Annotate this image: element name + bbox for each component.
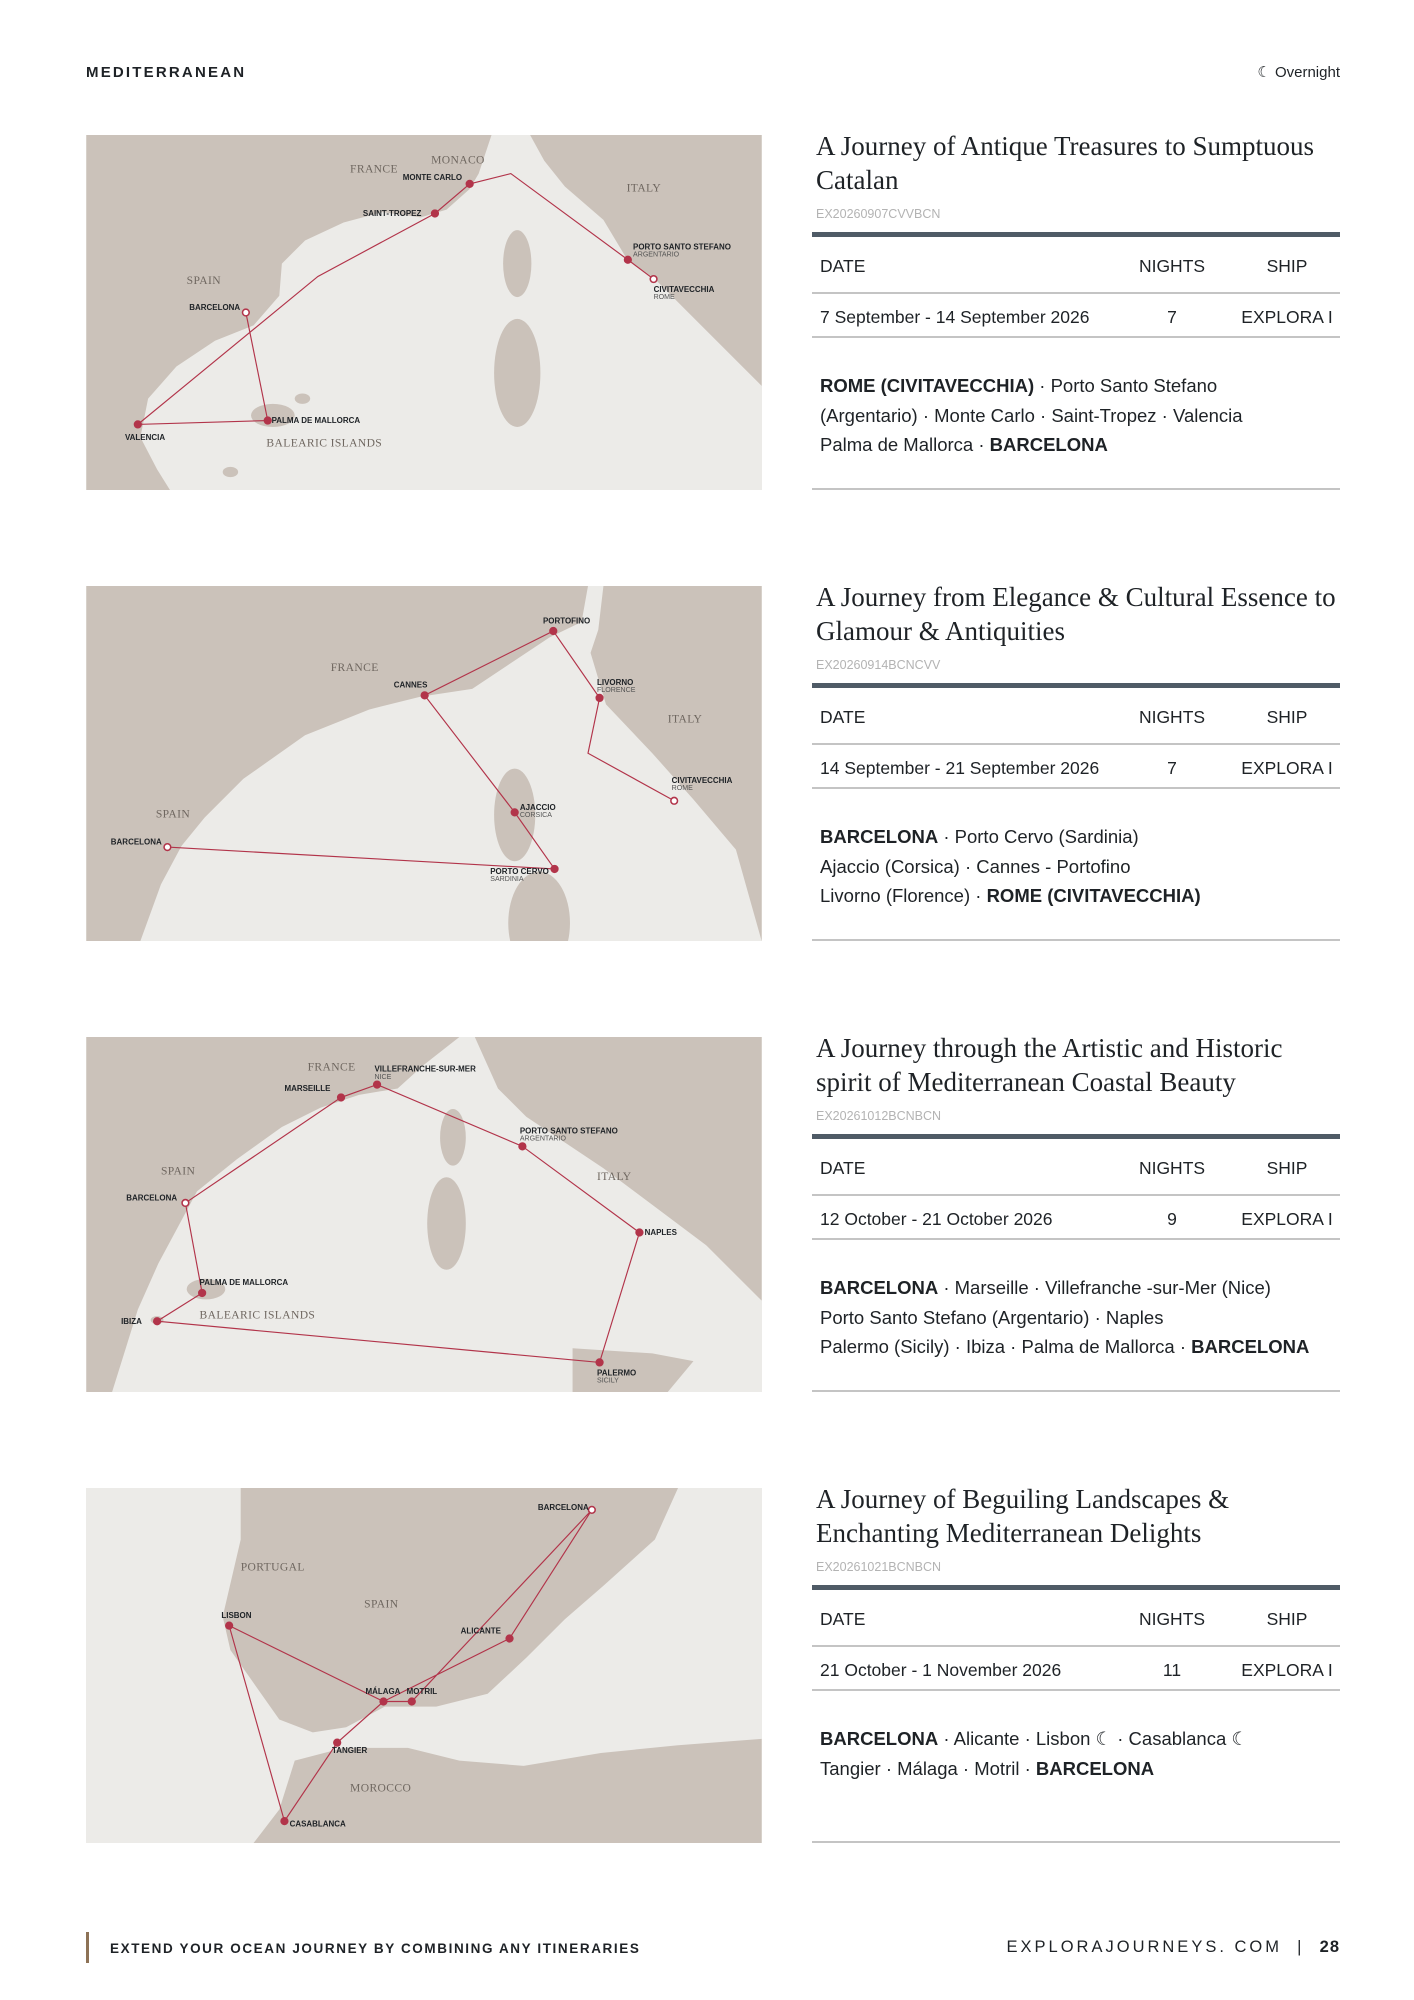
region-label: ITALY	[596, 1169, 632, 1183]
date-header: DATE	[820, 707, 866, 727]
route-map	[86, 135, 762, 490]
region-label: SPAIN	[186, 274, 221, 288]
port-label: PALMA DE MALLORCA	[271, 416, 361, 426]
port-segment: Palermo (Sicily) · Ibiza · Palma de Mallorca ·	[820, 1336, 1192, 1357]
port-list-line	[820, 401, 1340, 431]
region-label: BALEARIC ISLANDS	[266, 436, 383, 450]
port-label: MOTRIL	[406, 1686, 438, 1696]
port-marker	[374, 1081, 381, 1088]
section-heading: MEDITERRANEAN	[86, 64, 247, 81]
sailing-date: 21 October - 1 November 2026	[820, 1660, 1062, 1680]
port-marker	[596, 1359, 603, 1366]
port-sublabel: ARGENTARIO	[519, 1135, 566, 1143]
divider-bar	[812, 1585, 1340, 1590]
route-map-svg	[86, 1037, 762, 1392]
ship-name: EXPLORA I	[1241, 1660, 1333, 1680]
divider	[812, 1194, 1340, 1196]
port-list-line	[820, 371, 1340, 401]
port-list-line	[820, 1273, 1340, 1303]
sailing-date: 12 October - 21 October 2026	[820, 1209, 1053, 1229]
port-marker	[625, 256, 632, 263]
port-sublabel: NICE	[374, 1073, 392, 1081]
sailing-date: 14 September - 21 September 2026	[820, 758, 1100, 778]
embark-port: ROME (CIVITAVECCHIA)	[986, 885, 1201, 906]
region-label: ITALY	[667, 712, 703, 726]
nights-header: NIGHTS	[1138, 1158, 1206, 1178]
itinerary-code: EX20260907CVVBCN	[816, 207, 941, 221]
port-label: CIVITAVECCHIA	[653, 284, 715, 294]
embark-port: BARCELONA	[989, 434, 1108, 455]
port-label: PALMA DE MALLORCA	[199, 1278, 289, 1288]
itinerary-section	[0, 1033, 1414, 1397]
port-label: PORTO SANTO STEFANO	[519, 1126, 618, 1136]
port-list-line	[820, 852, 1340, 882]
region-label: SPAIN	[364, 1597, 399, 1611]
island	[440, 1109, 466, 1166]
footer-tagline: EXTEND YOUR OCEAN JOURNEY BY COMBINING ANY ITINERARIES	[110, 1941, 641, 1956]
port-label: NAPLES	[644, 1228, 677, 1238]
ship-header: SHIP	[1266, 256, 1308, 276]
divider	[812, 1238, 1340, 1240]
port-sublabel: ARGENTARIO	[633, 251, 680, 259]
divider-bar	[812, 1134, 1340, 1139]
port-sublabel: SARDINIA	[490, 876, 524, 884]
port-list-line	[820, 822, 1340, 852]
divider	[812, 292, 1340, 294]
itinerary-details	[812, 582, 1340, 946]
itinerary-code: EX20261021BCNBCN	[816, 1560, 942, 1574]
ship-header: SHIP	[1266, 707, 1308, 727]
port-label: PALERMO	[596, 1368, 637, 1378]
port-label: AJACCIO	[519, 802, 556, 812]
region-label: FRANCE	[307, 1060, 356, 1074]
port-segment: · Marseille · Villefranche -sur-Mer (Nice)	[938, 1277, 1271, 1298]
itinerary-code: EX20261012BCNBCN	[816, 1109, 942, 1123]
region-label: MOROCCO	[350, 1781, 412, 1795]
port-marker	[511, 809, 518, 816]
port-label: BARCELONA	[537, 1502, 589, 1512]
island	[494, 319, 540, 427]
port-label: VALENCIA	[124, 432, 166, 442]
itinerary-details	[812, 1484, 1340, 1848]
ship-name: EXPLORA I	[1241, 307, 1333, 327]
port-list	[820, 371, 1340, 460]
nights-header: NIGHTS	[1138, 256, 1206, 276]
website-link[interactable]: EXPLORAJOURNEYS. COM	[1006, 1938, 1282, 1956]
divider	[812, 939, 1340, 941]
footer-separator: |	[1297, 1938, 1305, 1956]
region-label: FRANCE	[350, 162, 398, 176]
itinerary-title: A Journey through the Artistic and Historic spirit of Mediterranean Coastal Beauty	[816, 1033, 1283, 1097]
port-sublabel: ROME	[671, 784, 693, 792]
route-map-svg	[86, 135, 762, 490]
region-label: BALEARIC ISLANDS	[199, 1308, 316, 1322]
region-label: FRANCE	[330, 660, 379, 674]
island	[427, 1177, 466, 1270]
port-list-line	[820, 1724, 1340, 1754]
port-label: BARCELONA	[110, 837, 162, 847]
port-marker	[432, 210, 439, 217]
route-map	[86, 1037, 762, 1392]
embark-port-marker	[589, 1507, 596, 1514]
route-map-svg	[86, 1488, 762, 1843]
sailing-date: 7 September - 14 September 2026	[820, 307, 1090, 327]
port-list-line	[820, 430, 1340, 460]
port-marker	[338, 1094, 345, 1101]
itinerary-section	[0, 131, 1414, 495]
port-marker	[264, 417, 271, 424]
itinerary-section	[0, 1484, 1414, 1848]
region-label: PORTUGAL	[240, 1560, 305, 1574]
route-map-svg	[86, 586, 762, 941]
port-list	[820, 1724, 1340, 1783]
embark-port-marker	[671, 797, 678, 804]
date-header: DATE	[820, 256, 866, 276]
port-sublabel: FLORENCE	[596, 687, 636, 695]
port-segment: · Porto Cervo (Sardinia)	[938, 826, 1139, 847]
port-sublabel: SICILY	[596, 1377, 619, 1385]
port-segment: Porto Santo Stefano (Argentario) · Naples	[820, 1306, 1164, 1328]
nights-header: NIGHTS	[1138, 1609, 1206, 1629]
date-header: DATE	[820, 1609, 866, 1629]
nights-value: 7	[1167, 307, 1177, 327]
itinerary-details	[812, 1033, 1340, 1397]
port-label: CASABLANCA	[289, 1819, 346, 1829]
itinerary-details	[812, 131, 1340, 495]
port-marker	[466, 181, 473, 188]
divider	[812, 1841, 1340, 1843]
port-marker	[596, 695, 603, 702]
embark-port-marker	[650, 276, 657, 283]
port-sublabel: CORSICA	[519, 811, 553, 819]
divider-bar	[812, 683, 1340, 688]
port-marker	[380, 1698, 387, 1705]
itinerary-title: A Journey of Beguiling Landscapes & Enchanting Mediterranean Delights	[816, 1484, 1230, 1548]
divider-bar	[812, 232, 1340, 237]
port-label: PORTO SANTO STEFANO	[633, 242, 732, 252]
footer-site	[1007, 1938, 1340, 1957]
port-marker	[506, 1635, 513, 1642]
embark-port-marker	[182, 1200, 189, 1207]
port-marker	[519, 1143, 526, 1150]
port-list	[820, 1273, 1340, 1362]
divider	[812, 1689, 1340, 1691]
port-label: TANGIER	[332, 1745, 368, 1755]
port-label: MONTE CARLO	[402, 173, 463, 183]
port-label: LISBON	[221, 1610, 252, 1620]
embark-port: BARCELONA	[1035, 1757, 1155, 1779]
port-segment: · Porto Santo Stefano	[1034, 375, 1218, 396]
island	[223, 467, 238, 477]
route-map	[86, 586, 762, 941]
page-number: 28	[1319, 1938, 1340, 1956]
footer-accent-bar	[86, 1932, 89, 1963]
port-marker	[550, 628, 557, 635]
port-marker	[636, 1229, 643, 1236]
port-marker	[134, 421, 141, 428]
port-label: VILLEFRANCHE-SUR-MER	[374, 1064, 476, 1074]
region-label: SPAIN	[160, 1164, 196, 1178]
port-list	[820, 822, 1340, 911]
divider	[812, 1390, 1340, 1392]
route-map	[86, 1488, 762, 1843]
port-marker	[408, 1698, 415, 1705]
region-label: MONACO	[431, 153, 485, 167]
embark-port-marker	[164, 844, 171, 851]
region-label: ITALY	[626, 181, 662, 195]
itinerary-title: A Journey of Antique Treasures to Sumptuous Catalan	[816, 131, 1315, 195]
island	[295, 394, 310, 404]
divider	[812, 488, 1340, 490]
port-label: PORTO CERVO	[490, 867, 549, 877]
port-segment: · Alicante · Lisbon ☾ · Casablanca ☾	[938, 1728, 1248, 1749]
port-label: MARSEILLE	[284, 1084, 331, 1094]
itinerary-title: A Journey from Elegance & Cultural Essence to Glamour & Antiquities	[816, 582, 1336, 646]
port-marker	[199, 1290, 206, 1297]
port-label: IBIZA	[121, 1316, 142, 1326]
port-label: BARCELONA	[189, 302, 241, 312]
port-label: CIVITAVECCHIA	[671, 775, 733, 785]
port-label: BARCELONA	[126, 1193, 178, 1203]
port-segment: Palma de Mallorca ·	[820, 434, 990, 455]
island	[503, 230, 531, 297]
port-list-line	[820, 881, 1340, 911]
port-marker	[154, 1318, 161, 1325]
ship-name: EXPLORA I	[1241, 1209, 1333, 1229]
divider	[812, 787, 1340, 789]
embark-port-marker	[243, 309, 250, 316]
itinerary-code: EX20260914BCNCVV	[816, 658, 941, 672]
ship-header: SHIP	[1266, 1158, 1308, 1178]
port-segment: Tangier · Málaga · Motril ·	[820, 1757, 1036, 1779]
overnight-legend: ☾ Overnight	[1257, 64, 1340, 81]
nights-value: 11	[1162, 1660, 1182, 1680]
embark-port: BARCELONA	[820, 1277, 939, 1298]
date-header: DATE	[820, 1158, 866, 1178]
divider	[812, 1645, 1340, 1647]
ship-name: EXPLORA I	[1241, 758, 1333, 778]
port-label: MÁLAGA	[365, 1686, 401, 1696]
ship-header: SHIP	[1266, 1609, 1308, 1629]
port-label: ALICANTE	[460, 1626, 501, 1636]
divider	[812, 336, 1340, 338]
port-marker	[551, 866, 558, 873]
itinerary-section	[0, 582, 1414, 946]
embark-port: BARCELONA	[1191, 1336, 1310, 1357]
nights-header: NIGHTS	[1138, 707, 1206, 727]
port-segment: Livorno (Florence) ·	[820, 885, 987, 906]
port-segment: Ajaccio (Corsica) · Cannes - Portofino	[820, 855, 1131, 877]
divider	[812, 743, 1340, 745]
port-list-line	[820, 1332, 1340, 1362]
port-label: SAINT-TROPEZ	[362, 209, 422, 219]
port-label: CANNES	[393, 680, 428, 690]
port-list-line	[820, 1754, 1340, 1784]
nights-value: 9	[1167, 1209, 1177, 1229]
port-marker	[421, 692, 428, 699]
port-marker	[226, 1622, 233, 1629]
port-label: PORTOFINO	[542, 616, 591, 626]
nights-value: 7	[1167, 758, 1177, 778]
region-label: SPAIN	[155, 807, 191, 821]
port-list-line	[820, 1303, 1340, 1333]
port-marker	[281, 1818, 288, 1825]
embark-port: ROME (CIVITAVECCHIA)	[820, 375, 1035, 396]
port-sublabel: ROME	[653, 293, 675, 301]
port-segment: (Argentario) · Monte Carlo · Saint-Tropez · Valencia	[820, 404, 1243, 426]
embark-port: BARCELONA	[820, 826, 939, 847]
port-label: LIVORNO	[596, 678, 634, 688]
embark-port: BARCELONA	[820, 1728, 939, 1749]
